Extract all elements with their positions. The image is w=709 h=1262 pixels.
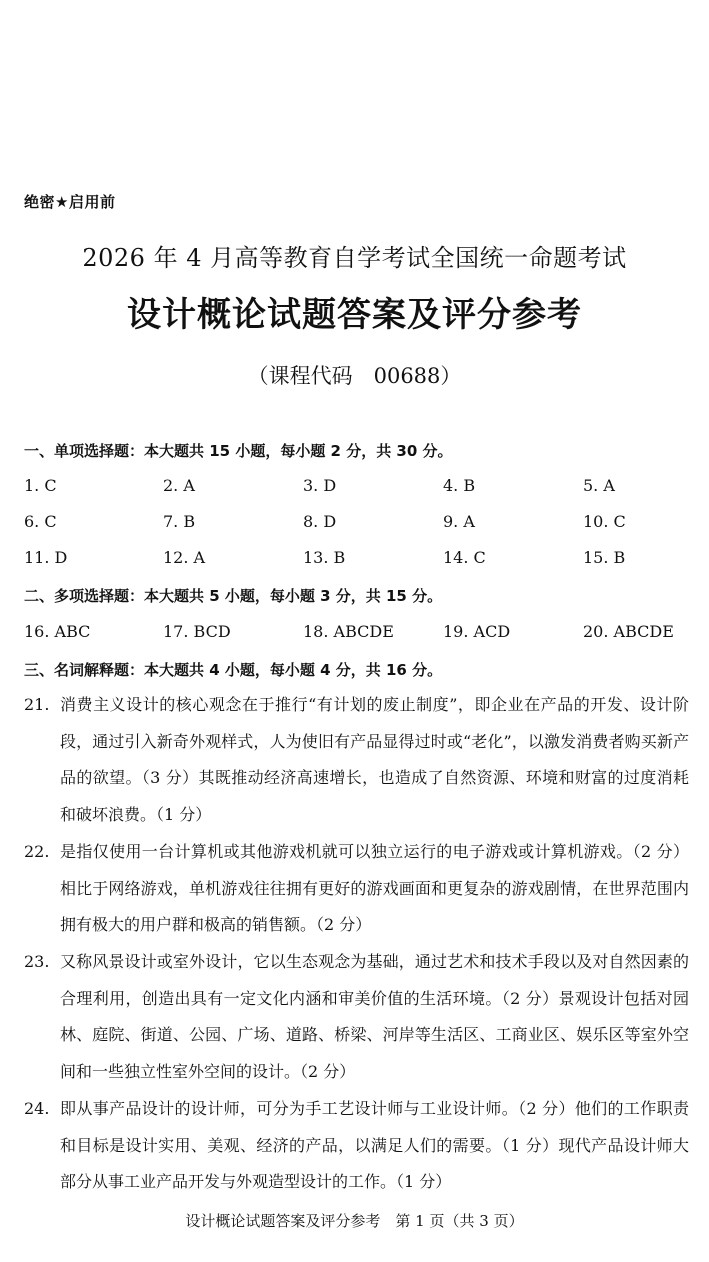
answer-item: 2. A — [163, 476, 195, 495]
question-answer-text: 即从事产品设计的设计师，可分为手工艺设计师与工业设计师。（2 分）他们的工作职责和目标是设计实用、美观、经济的产品，以满足人们的需要。（1 分）现代产品设计师大部分从事工业产品开发与外观造型设计的工作。（1 分） — [60, 1099, 689, 1191]
answer-item: 19. ACD — [443, 622, 511, 641]
answer-item: 18. ABCDE — [303, 622, 394, 641]
answer-item: 13. B — [303, 548, 346, 567]
section-heading-term-explanation: 三、名词解释题：本大题共 4 小题，每小题 4 分，共 16 分。 — [24, 661, 443, 679]
question-21 — [24, 687, 689, 833]
section-heading-multiple-choice: 二、多项选择题：本大题共 5 小题，每小题 3 分，共 15 分。 — [24, 587, 443, 605]
answer-item: 20. ABCDE — [583, 622, 674, 641]
answer-item: 16. ABC — [24, 622, 91, 641]
answer-item: 3. D — [303, 476, 337, 495]
answer-item: 17. BCD — [163, 622, 231, 641]
answer-item: 7. B — [163, 512, 196, 531]
page-footer: 设计概论试题答案及评分参考 第 1 页（共 3 页） — [185, 1212, 524, 1230]
answer-item: 9. A — [443, 512, 475, 531]
course-code: （课程代码 00688） — [247, 364, 462, 388]
question-23 — [24, 944, 689, 1090]
exam-title: 2026 年 4 月高等教育自学考试全国统一命题考试 — [82, 244, 627, 272]
answer-row — [24, 622, 704, 646]
question-24 — [24, 1091, 689, 1201]
answer-item: 1. C — [24, 476, 57, 495]
page-title: 设计概论试题答案及评分参考 — [127, 295, 582, 335]
confidential-label: 绝密★启用前 — [24, 193, 116, 211]
answer-item: 4. B — [443, 476, 476, 495]
answer-item: 15. B — [583, 548, 626, 567]
answer-item: 12. A — [163, 548, 206, 567]
question-number: 24. — [24, 1099, 50, 1118]
answer-item: 8. D — [303, 512, 337, 531]
question-number: 23. — [24, 952, 50, 971]
answer-row — [24, 548, 704, 572]
question-number: 22. — [24, 842, 50, 861]
answer-item: 11. D — [24, 548, 68, 567]
question-number: 21. — [24, 695, 50, 714]
answer-item: 5. A — [583, 476, 615, 495]
answer-row — [24, 512, 704, 536]
section-heading-single-choice: 一、单项选择题：本大题共 15 小题，每小题 2 分，共 30 分。 — [24, 442, 453, 460]
answer-item: 6. C — [24, 512, 57, 531]
question-22 — [24, 834, 689, 944]
question-answer-text: 消费主义设计的核心观念在于推行“有计划的废止制度”，即企业在产品的开发、设计阶段，通过引入新奇外观样式，人为使旧有产品显得过时或“老化”，以激发消费者购买新产品的欲望。（3 分）其既推动经济高速增长，也造成了自然资源、环境和财富的过度消耗和破坏浪费。（1 分） — [60, 695, 689, 824]
question-answer-text: 是指仅使用一台计算机或其他游戏机就可以独立运行的电子游戏或计算机游戏。（2 分）相比于网络游戏，单机游戏往往拥有更好的游戏画面和更复杂的游戏剧情，在世界范围内拥有极大的用户群和极高的销售额。（2 分） — [60, 842, 689, 934]
question-answer-text: 又称风景设计或室外设计，它以生态观念为基础，通过艺术和技术手段以及对自然因素的合理利用，创造出具有一定文化内涵和审美价值的生活环境。（2 分）景观设计包括对园林、庭院、街道、公园、广场、道路、桥梁、河岸等生活区、工商业区、娱乐区等室外空间和一些独立性室外空间的设计。（2 分） — [60, 952, 689, 1081]
answer-row — [24, 476, 704, 500]
answer-item: 10. C — [583, 512, 626, 531]
answer-item: 14. C — [443, 548, 486, 567]
